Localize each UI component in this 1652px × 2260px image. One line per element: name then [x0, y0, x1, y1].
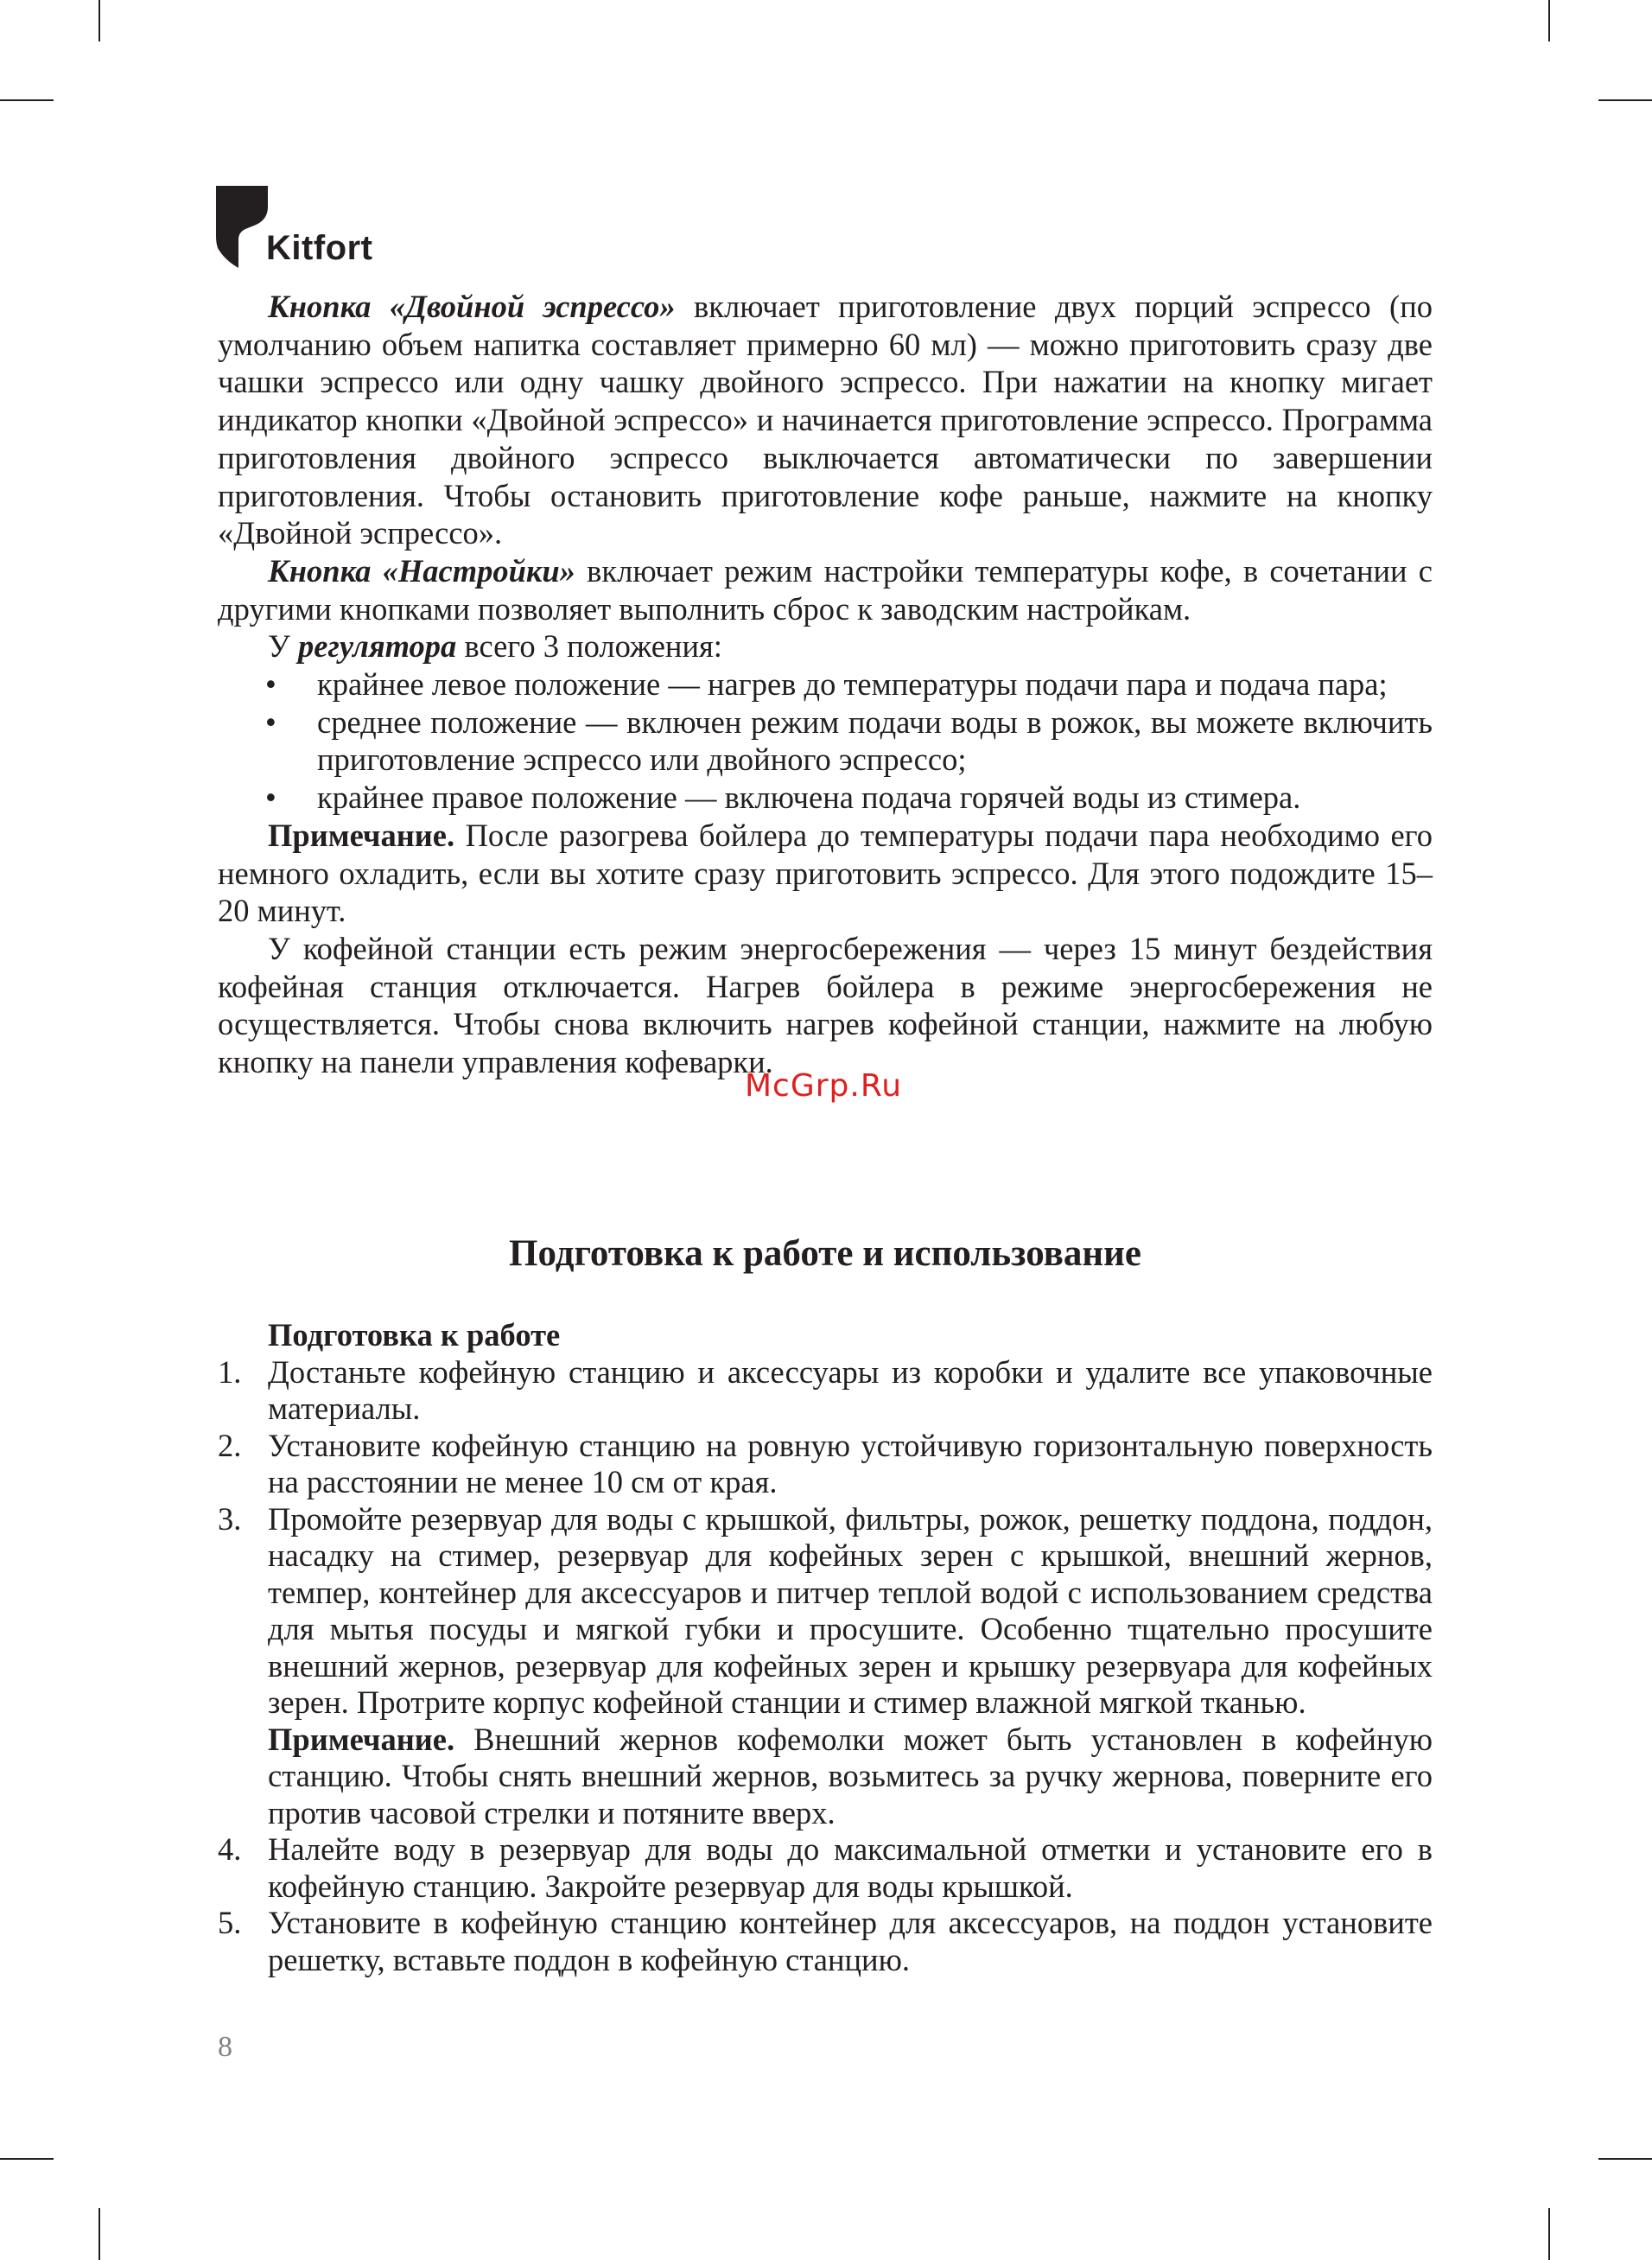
- crop-mark: [0, 99, 54, 101]
- list-item: [218, 665, 1433, 703]
- note-paragraph: [218, 817, 1433, 930]
- step-number: 1.: [218, 1353, 242, 1390]
- note-label: Примечание.: [268, 1721, 455, 1757]
- preparation-steps: [218, 1317, 1433, 1978]
- note-text: Внешний жернов кофемолки может быть установлен в кофейную станцию. Чтобы снять внешний жернов, возьмитесь за ручку жернова, поверните его против часовой стрелки и потяните вверх.: [268, 1721, 1433, 1830]
- crop-mark: [98, 2208, 100, 2260]
- step-number: 5.: [218, 1905, 242, 1940]
- step-text: Установите кофейную станцию на ровную устойчивую горизонтальную поверхность на расстоянии не менее 10 см от края.: [268, 1427, 1433, 1499]
- term-regulator: регулятора: [297, 628, 457, 665]
- crop-mark: [1548, 0, 1550, 41]
- paragraph-text: У: [268, 628, 298, 665]
- intro-content: [218, 288, 1433, 1081]
- crop-mark: [1598, 2158, 1652, 2160]
- step-text: Промойте резервуар для воды с крышкой, фильтры, рожок, решетку поддона, поддон, насадку на стимер, резервуар для кофейных зерен с крышкой, внешний жернов, темпер, контейнер для аксессуаров и питчер теплой водой с использованием средства для мытья посуды и мягкой губки и просушите. Особенно тщательно просушите внешний жернов, резервуар для кофейных зерен и крышку резервуара для кофейных зерен. Протрите корпус кофейной станции и стимер влажной мягкой тканью.: [268, 1500, 1433, 1720]
- step-text: Установите в кофейную станцию контейнер для аксессуаров, на поддон установите решетку, вставьте поддон в кофейную станцию.: [268, 1905, 1433, 1977]
- list-item: [218, 1428, 1433, 1501]
- watermark: McGrp.Ru: [745, 1068, 903, 1104]
- paragraph-text: У кофейной станции есть режим энергосбережения — через 15 минут бездействия кофейная станция отключается. Нагрев бойлера в режиме энергосбережения не осуществляется. Чтобы снова включить нагрев кофейной станции, нажмите на любую кнопку на панели управления кофеварки.: [218, 930, 1433, 1080]
- list-item-text: крайнее левое положение — нагрев до температуры подачи пара и подача пара;: [317, 666, 1388, 703]
- regulator-positions-list: [218, 665, 1433, 817]
- kitfort-logo-icon: [216, 186, 268, 268]
- steps-list: [218, 1354, 1433, 1979]
- term-settings-button: Кнопка «Настройки»: [268, 552, 575, 589]
- crop-mark: [98, 0, 100, 41]
- bullet-icon: •: [265, 666, 276, 703]
- paragraph-energy-saving: [218, 930, 1433, 1081]
- step-number: 2.: [218, 1427, 242, 1463]
- step-note: [268, 1722, 1433, 1832]
- section-subtitle: Подготовка к работе: [268, 1317, 561, 1353]
- page-number: 8: [218, 2031, 232, 2063]
- list-item: [218, 1501, 1433, 1832]
- step-text: Достаньте кофейную станцию и аксессуары из коробки и удалите все упаковочные материалы.: [268, 1353, 1433, 1426]
- list-item: [218, 1905, 1433, 1978]
- term-double-espresso-button: Кнопка «Двойной эспрессо»: [268, 289, 676, 324]
- bullet-icon: •: [265, 780, 276, 816]
- paragraph-text: всего 3 положения:: [456, 628, 722, 665]
- list-item: [218, 1354, 1433, 1428]
- crop-mark: [1548, 2208, 1550, 2260]
- note-label: Примечание.: [268, 817, 455, 853]
- paragraph-settings: [218, 552, 1433, 627]
- list-item: [218, 703, 1433, 779]
- step-number: 3.: [218, 1500, 242, 1537]
- paragraph-double-espresso: [218, 288, 1433, 552]
- list-item: [218, 1831, 1433, 1905]
- section-title: Подготовка к работе и использование: [509, 1233, 1141, 1274]
- step-text: Налейте воду в резервуар для воды до максимальной отметки и установите его в кофейную станцию. Закройте резервуар для воды крышкой.: [268, 1831, 1433, 1904]
- list-item-text: крайнее правое положение — включена подача горячей воды из стимера.: [317, 780, 1301, 816]
- crop-mark: [0, 2158, 54, 2160]
- step-number: 4.: [218, 1831, 242, 1867]
- paragraph-regulator: [218, 627, 1433, 665]
- paragraph-text: включает приготовление двух порций эспрессо (по умолчанию объем напитка составляет примерно 60 мл) — можно приготовить сразу две чашки эспрессо или одну чашку двойного эспрессо. При нажатии на кнопку мигает индикатор кнопки «Двойной эспрессо» и начинается приготовление эспрессо. Программа приготовления двойного эспрессо выключается автоматически по завершении приготовления. Чтобы остановить приготовление кофе раньше, нажмите на кнопку «Двойной эспрессо».: [218, 289, 1433, 551]
- list-item-text: среднее положение — включен режим подачи воды в рожок, вы можете включить приготовление эспрессо или двойного эспрессо;: [317, 703, 1433, 778]
- brand-name: Kitfort: [266, 229, 373, 267]
- paragraph-text: включает режим настройки температуры кофе, в сочетании с другими кнопками позволяет выполнить сброс к заводским настройкам.: [218, 552, 1433, 627]
- list-item: [218, 779, 1433, 817]
- crop-mark: [1598, 99, 1652, 101]
- note-text: После разогрева бойлера до температуры подачи пара необходимо его немного охладить, если вы хотите сразу приготовить эспрессо. Для этого подождите 15–20 минут.: [218, 817, 1433, 929]
- bullet-icon: •: [265, 703, 276, 740]
